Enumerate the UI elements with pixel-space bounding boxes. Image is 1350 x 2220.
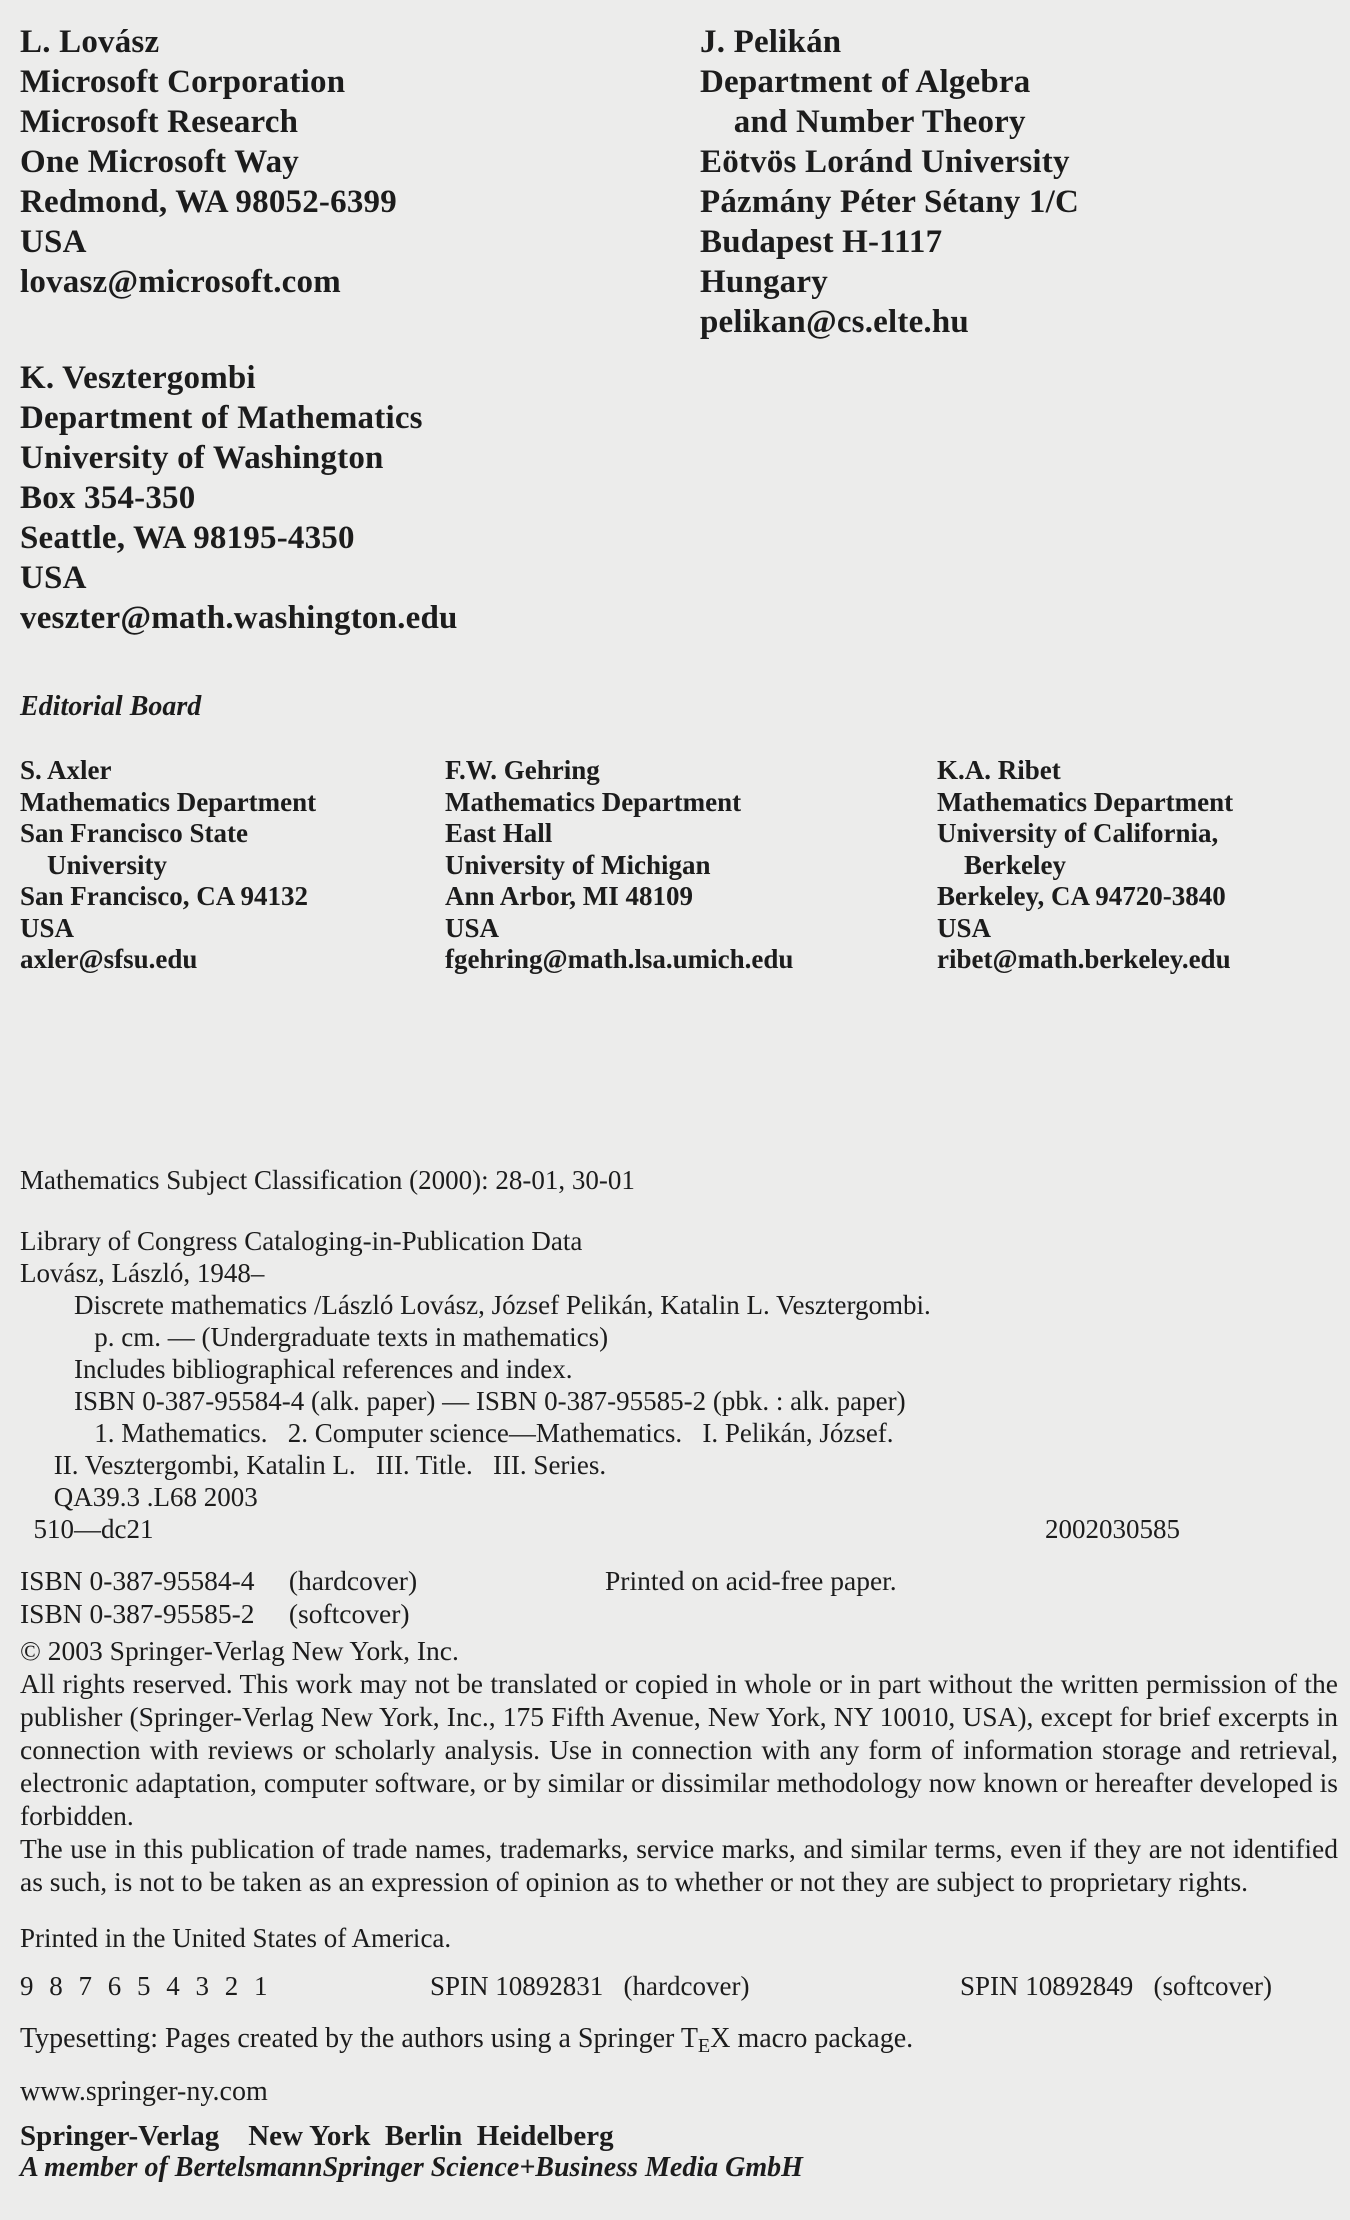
text-line: University of Michigan <box>445 849 711 880</box>
text-line: Discrete mathematics /László Lovász, József Pelikán, Katalin L. Vesztergombi. <box>20 1289 931 1320</box>
board-member-gehring <box>445 755 937 976</box>
text-line: Ann Arbor, MI 48109 <box>445 881 694 911</box>
text-line: Department of Algebra <box>700 64 1031 100</box>
rights-paragraph: All rights reserved. This work may not be translated or copied in whole or in part without the written permission of the publisher (Springer-Verlag New York, Inc., 175 Fifth Avenue, New York, NY 10010, USA), except for brief excerpts in connection with reviews or scholarly analysis. Use in connection with any form of information storage and retrieval, electronic adaptation, computer software, or by similar or dissimilar methodology now known or hereafter developed is forbidden. <box>20 1667 1338 1831</box>
library-of-congress-block <box>20 1225 1350 1513</box>
dewey-number: 510—dc21 <box>20 1513 154 1544</box>
text-line: USA <box>937 912 992 943</box>
publisher-website: www.springer-ny.com <box>20 2075 268 2107</box>
tex-subscript: E <box>697 2034 711 2057</box>
text-line: II. Vesztergombi, Katalin L. III. Title. III. Series. <box>20 1449 607 1480</box>
text-line: Budapest H-1117 <box>700 224 943 260</box>
copyright-block <box>20 1634 1338 1898</box>
lccn-number: 2002030585 <box>1045 1513 1180 1544</box>
vertical-spacer <box>20 302 700 358</box>
text-line: K. Vesztergombi <box>20 360 256 396</box>
acid-free-note: Printed on acid-free paper. <box>605 1564 897 1596</box>
author-block-pelikan <box>700 22 1350 342</box>
text-line: S. Axler <box>20 755 112 785</box>
text-line: Mathematics Department <box>937 786 1234 817</box>
text-line: Mathematics Department <box>20 786 317 817</box>
author-block-lovasz <box>20 22 700 302</box>
text-line: Department of Mathematics <box>20 400 423 436</box>
print-run-numbers: 9 8 7 6 5 4 3 2 1 <box>20 1970 268 2001</box>
text-line: University of California, <box>937 818 1219 848</box>
board-member-axler <box>20 755 445 976</box>
text-line: East Hall <box>445 818 553 848</box>
text-line: One Microsoft Way <box>20 144 299 180</box>
spin-softcover: SPIN 10892849 (softcover) <box>960 1970 1272 2001</box>
text-line: Box 354-350 <box>20 480 196 516</box>
text-line: Mathematics Department <box>445 786 742 817</box>
text-line: K.A. Ribet <box>937 755 1061 785</box>
printing-row <box>0 1970 1350 2003</box>
board-member-ribet <box>937 755 1350 976</box>
text-line: 1. Mathematics. 2. Computer science—Mathematics. I. Pelikán, József. <box>20 1417 894 1448</box>
text-line: Berkeley, CA 94720-3840 <box>937 881 1226 911</box>
author-block-vesztergombi <box>20 358 700 638</box>
text-line: Lovász, László, 1948– <box>20 1257 265 1288</box>
typesetting-text-end: X macro package. <box>710 2022 914 2054</box>
publisher-imprint <box>20 2121 1350 2183</box>
text-line: fgehring@math.lsa.umich.edu <box>445 944 794 974</box>
copyright-line: © 2003 Springer-Verlag New York, Inc. <box>20 1634 459 1666</box>
text-line: veszter@math.washington.edu <box>20 600 458 636</box>
text-line: Microsoft Corporation <box>20 64 346 100</box>
editorial-board-heading: Editorial Board <box>20 691 202 722</box>
text-line: University <box>20 849 167 880</box>
text-line: QA39.3 .L68 2003 <box>20 1481 258 1512</box>
text-line: axler@sfsu.edu <box>20 944 198 974</box>
text-line: USA <box>445 912 500 943</box>
text-line: Berkeley <box>937 849 1066 880</box>
imprint-cities-line: Springer-Verlag New York Berlin Heidelberg <box>20 2119 614 2152</box>
text-line: and Number Theory <box>700 104 1026 140</box>
text-line: USA <box>20 224 87 260</box>
typesetting-line <box>20 2022 1350 2063</box>
isbn-softcover: ISBN 0-387-95585-2 (softcover) <box>20 1597 410 1629</box>
trademarks-paragraph: The use in this publication of trade names, trademarks, service marks, and similar terms, even if they are not identified as such, is not to be taken as an expression of opinion as to whether or not they are subject to proprietary rights. <box>20 1832 1338 1897</box>
typesetting-text: Typesetting: Pages created by the authors using a Springer T <box>20 2022 698 2054</box>
contributors-left-column <box>20 22 700 638</box>
text-line: Seattle, WA 98195-4350 <box>20 520 355 556</box>
text-line: Pázmány Péter Sétany 1/C <box>700 184 1080 220</box>
imprint-member-line: A member of BertelsmannSpringer Science+Business Media GmbH <box>20 2151 803 2183</box>
text-line: L. Lovász <box>20 24 160 60</box>
text-line: ribet@math.berkeley.edu <box>937 944 1231 974</box>
printed-in-line: Printed in the United States of America. <box>20 1922 452 1953</box>
isbn-block <box>20 1564 1350 1630</box>
subject-classification: Mathematics Subject Classification (2000): 28-01, 30-01 <box>20 1164 635 1195</box>
text-line: Hungary <box>700 264 828 300</box>
text-line: p. cm. — (Undergraduate texts in mathematics) <box>20 1321 609 1352</box>
text-line: USA <box>20 912 75 943</box>
contributors-right-column <box>700 22 1350 638</box>
spin-hardcover: SPIN 10892831 (hardcover) <box>430 1970 750 2001</box>
text-line: J. Pelikán <box>700 24 842 60</box>
text-line: San Francisco, CA 94132 <box>20 881 309 911</box>
text-line: San Francisco State <box>20 818 248 848</box>
text-line: pelikan@cs.elte.hu <box>700 304 969 340</box>
text-line: ISBN 0-387-95584-4 (alk. paper) — ISBN 0-387-95585-2 (pbk. : alk. paper) <box>20 1385 906 1416</box>
text-line: Eötvös Loránd University <box>700 144 1070 180</box>
text-line: Microsoft Research <box>20 104 299 140</box>
text-line: F.W. Gehring <box>445 755 600 785</box>
text-line: USA <box>20 560 87 596</box>
contributors-section <box>0 0 1350 638</box>
text-line: Redmond, WA 98052-6399 <box>20 184 397 220</box>
text-line: lovasz@microsoft.com <box>20 264 341 300</box>
text-line: Includes bibliographical references and index. <box>20 1353 573 1384</box>
dewey-row <box>20 1513 1180 1545</box>
text-line: Library of Congress Cataloging-in-Publication Data <box>20 1225 583 1256</box>
text-line: University of Washington <box>20 440 384 476</box>
editorial-board-section <box>0 755 1350 976</box>
isbn-hardcover: ISBN 0-387-95584-4 (hardcover) <box>20 1564 418 1596</box>
